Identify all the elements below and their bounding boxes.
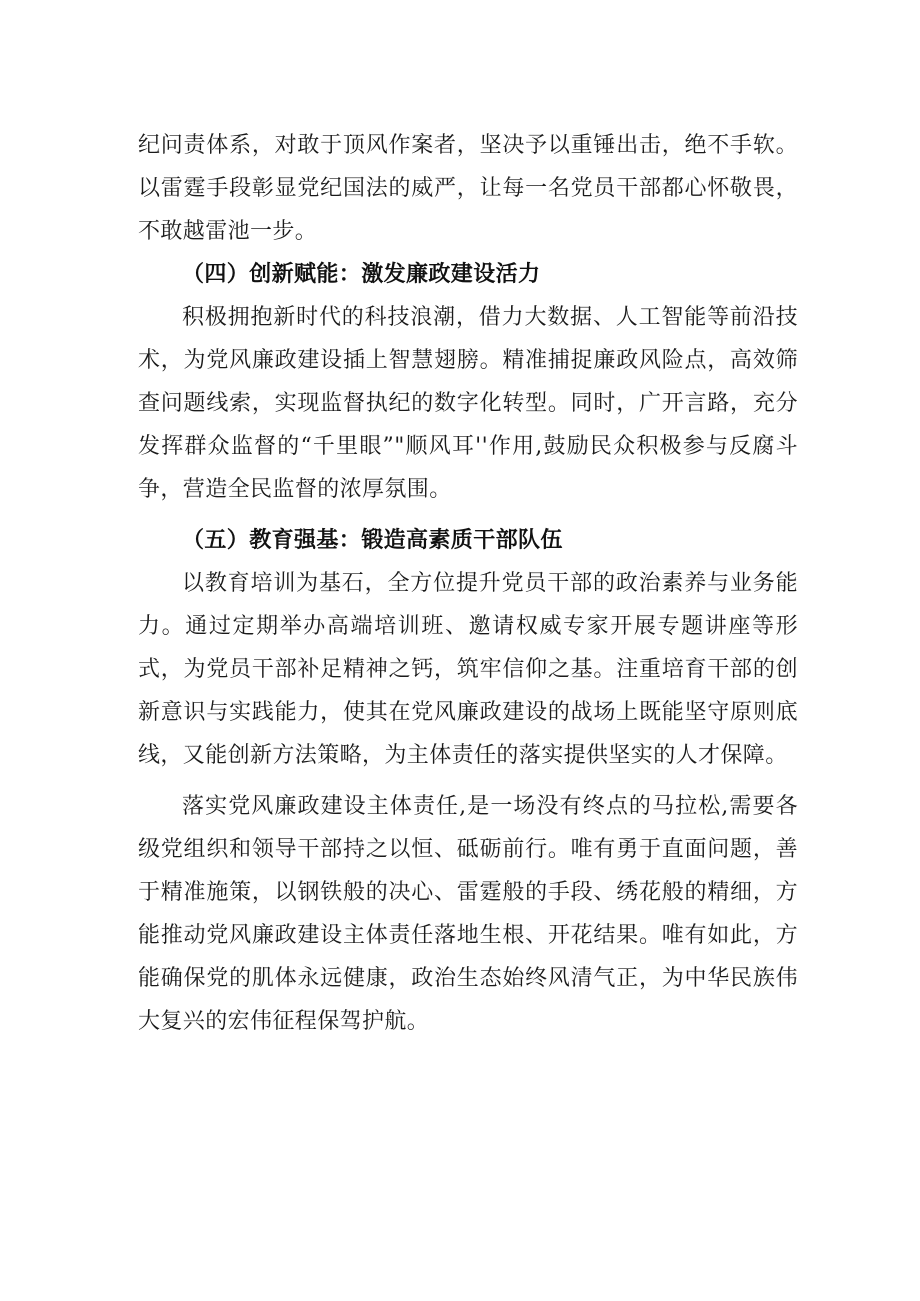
section-heading-5: （五）教育强基：锻造高素质干部队伍 <box>182 528 563 553</box>
document-body <box>138 124 798 1043</box>
paragraph-continuation: 纪问责体系，对敢于顶风作案者，坚决予以重锤出击，绝不手软。以雷霆手段彰显党纪国法的威严，让每一名党员干部都心怀敬畏，不敢越雷池一步。 <box>138 133 798 244</box>
paragraph-gap <box>138 777 798 785</box>
paragraph-education: 以教育培训为基石，全方位提升党员干部的政治素养与业务能力。通过定期举办高端培训班、邀请权威专家开展专题讲座等形式，为党员干部补足精神之钙，筑牢信仰之基。注重培育干部的创新意识与实践能力，使其在党风廉政建设的战场上既能坚守原则底线，又能创新方法策略，为主体责任的落实提供坚实的人才保障。 <box>138 571 798 768</box>
paragraph-conclusion: 落实党风廉政建设主体责任,是一场没有终点的马拉松,需要各级党组织和领导干部持之以恒、砥砺前行。唯有勇于直面问题，善于精准施策，以钢铁般的决心、雷霆般的手段、绣花般的精细，方能推动党风廉政建设主体责任落地生根、开花结果。唯有如此，方能确保党的肌体永远健康，政治生态始终风清气正，为中华民族伟大复兴的宏伟征程保驾护航。 <box>138 794 798 1034</box>
paragraph-innovation: 积极拥抱新时代的科技浪潮，借力大数据、人工智能等前沿技术，为党风廉政建设插上智慧翅膀。精准捕捉廉政风险点，高效筛查问题线索，实现监督执纪的数字化转型。同时，广开言路，充分发挥群众监督的“千里眼”"顺风耳''作用,鼓励民众积极参与反腐斗争，营造全民监督的浓厚氛围。 <box>138 305 798 502</box>
paragraph-gap <box>138 511 798 519</box>
section-heading-4: （四）创新赋能：激发廉政建设活力 <box>182 262 541 287</box>
